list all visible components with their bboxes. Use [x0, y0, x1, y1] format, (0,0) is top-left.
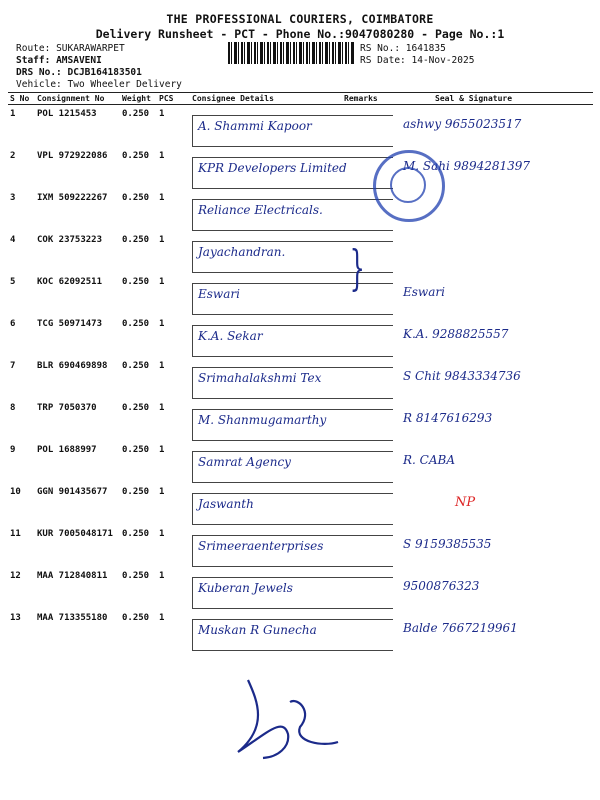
row-consignment-no: KUR 7005048171: [37, 529, 113, 539]
row-consignee: [190, 441, 395, 483]
rs-date-value: 14-Nov-2025: [411, 55, 475, 66]
row-signature: [395, 567, 593, 609]
staff-value: AMSAVENI: [56, 55, 102, 66]
row-consignee: [190, 567, 395, 609]
row-pcs: 1: [159, 613, 165, 623]
row-sno: 10: [10, 487, 21, 497]
barcode: [228, 42, 354, 64]
row-weight: 0.250: [122, 361, 150, 371]
runsheet-table: [8, 92, 593, 651]
row-signature: [395, 525, 593, 567]
consignee-handwriting: KPR Developers Limited: [198, 161, 347, 175]
row-sno: 13: [10, 613, 21, 623]
row-sno: 11: [10, 529, 21, 539]
row-pcs: 1: [159, 109, 165, 119]
row-consignee: [190, 609, 395, 651]
row-signature: [395, 441, 593, 483]
col-header-weight: Weight: [120, 93, 157, 105]
rs-date-line: [360, 55, 474, 67]
handwritten-brace: }: [349, 240, 365, 296]
consignee-handwriting: Samrat Agency: [198, 455, 291, 469]
consignee-handwriting: Muskan R Gunecha: [198, 623, 317, 637]
row-signature: [395, 357, 593, 399]
row-consignee: [190, 315, 395, 357]
row-consignment-no: BLR 690469898: [37, 361, 108, 371]
row-weight: 0.250: [122, 235, 150, 245]
signature-handwriting: Eswari: [403, 285, 445, 299]
table-row: [8, 441, 593, 483]
route-line: [16, 43, 125, 55]
signature-handwriting: 9500876323: [403, 579, 480, 593]
row-consignee: [190, 357, 395, 399]
row-consignment-no: VPL 972922086: [37, 151, 108, 161]
row-consignment-no: TRP 7050370: [37, 403, 97, 413]
staff-signature: [228, 672, 348, 762]
row-sno: 9: [10, 445, 16, 455]
row-sno: 7: [10, 361, 16, 371]
col-header-remarks: Remarks: [342, 93, 395, 105]
row-weight: 0.250: [122, 319, 150, 329]
row-consignment-no: POL 1688997: [37, 445, 97, 455]
row-pcs: 1: [159, 487, 165, 497]
row-weight: 0.250: [122, 445, 150, 455]
table-row: [8, 147, 593, 189]
row-weight: 0.250: [122, 403, 150, 413]
vehicle-line: [16, 79, 182, 91]
table-row: [8, 189, 593, 231]
row-pcs: 1: [159, 445, 165, 455]
consignee-handwriting: Reliance Electricals.: [198, 203, 323, 217]
row-pcs: 1: [159, 277, 165, 287]
row-pcs: 1: [159, 151, 165, 161]
row-consignee: [190, 483, 395, 525]
row-sno: 8: [10, 403, 16, 413]
consignee-handwriting: A. Shammi Kapoor: [198, 119, 312, 133]
row-pcs: 1: [159, 193, 165, 203]
table-row: [8, 231, 593, 273]
document-title: THE PROFESSIONAL COURIERS, COIMBATORE: [166, 12, 434, 26]
table-row: [8, 399, 593, 441]
col-header-consignee: Consignee Details: [190, 93, 342, 105]
staff-label: Staff:: [16, 55, 51, 66]
vehicle-label: Vehicle:: [16, 79, 62, 90]
rs-no-line: [360, 43, 446, 55]
consignee-handwriting: M. Shanmugamarthy: [198, 413, 327, 427]
row-sno: 5: [10, 277, 16, 287]
row-sno: 1: [10, 109, 16, 119]
np-remark: NP: [455, 495, 476, 510]
row-consignment-no: TCG 50971473: [37, 319, 103, 329]
row-pcs: 1: [159, 319, 165, 329]
consignee-handwriting: Srimahalakshmi Tex: [198, 371, 322, 385]
row-pcs: 1: [159, 529, 165, 539]
table-row: [8, 105, 593, 148]
col-header-sno: S No: [8, 93, 35, 105]
row-consignment-no: MAA 713355180: [37, 613, 108, 623]
courier-seal-stamp: [373, 150, 445, 222]
row-pcs: 1: [159, 571, 165, 581]
table-row: [8, 567, 593, 609]
table-row: [8, 483, 593, 525]
row-consignment-no: GGN 901435677: [37, 487, 108, 497]
row-pcs: 1: [159, 403, 165, 413]
signature-handwriting: S Chit 9843334736: [403, 369, 521, 383]
table-row: [8, 357, 593, 399]
row-sno: 3: [10, 193, 16, 203]
row-consignment-no: MAA 712840811: [37, 571, 108, 581]
row-weight: 0.250: [122, 487, 150, 497]
staff-line: [16, 55, 102, 67]
vehicle-value: Two Wheeler Delivery: [67, 79, 182, 90]
route-label: Route:: [16, 43, 51, 54]
signature-handwriting: R. CABA: [403, 453, 455, 467]
row-consignment-no: IXM 509222267: [37, 193, 108, 203]
drs-label: DRS No.:: [16, 67, 62, 78]
row-weight: 0.250: [122, 193, 150, 203]
row-weight: 0.250: [122, 529, 150, 539]
table-header-row: [8, 93, 593, 105]
consignee-handwriting: Eswari: [198, 287, 240, 301]
table-row: [8, 525, 593, 567]
row-signature: [395, 105, 593, 148]
consignee-handwriting: Jayachandran.: [198, 245, 286, 259]
row-weight: 0.250: [122, 613, 150, 623]
row-signature: [395, 609, 593, 651]
row-weight: 0.250: [122, 151, 150, 161]
row-consignment-no: KOC 62092511: [37, 277, 103, 287]
row-pcs: 1: [159, 361, 165, 371]
signature-handwriting: R 8147616293: [403, 411, 493, 425]
row-consignee: [190, 189, 395, 231]
row-sno: 6: [10, 319, 16, 329]
table-row: [8, 315, 593, 357]
row-signature: [395, 399, 593, 441]
row-pcs: 1: [159, 235, 165, 245]
row-weight: 0.250: [122, 277, 150, 287]
document-subtitle: Delivery Runsheet - PCT - Phone No.:9047080280 - Page No.:1: [95, 27, 505, 41]
row-signature: [395, 483, 593, 525]
route-value: SUKARAWARPET: [56, 43, 125, 54]
row-consignee: [190, 525, 395, 567]
drs-line: [16, 67, 142, 79]
row-sno: 2: [10, 151, 16, 161]
consignee-handwriting: K.A. Sekar: [198, 329, 263, 343]
consignee-handwriting: Kuberan Jewels: [198, 581, 293, 595]
row-consignment-no: POL 1215453: [37, 109, 97, 119]
signature-handwriting: S 9159385535: [403, 537, 492, 551]
signature-handwriting: M. Sahi 9894281397: [403, 159, 531, 173]
row-consignee: [190, 147, 395, 189]
col-header-pcs: PCS: [157, 93, 190, 105]
drs-value: DCJB164183501: [67, 67, 142, 78]
table-body: [8, 105, 593, 652]
row-consignee: [190, 399, 395, 441]
table-row: [8, 609, 593, 651]
row-sno: 4: [10, 235, 16, 245]
consignee-handwriting: Jaswanth: [198, 497, 254, 511]
consignee-handwriting: Srimeeraenterprises: [198, 539, 324, 553]
row-sno: 12: [10, 571, 21, 581]
table-row: [8, 273, 593, 315]
rs-date-label: RS Date:: [360, 55, 406, 66]
col-header-consignment: Consignment No: [35, 93, 120, 105]
row-weight: 0.250: [122, 571, 150, 581]
row-signature: [395, 273, 593, 315]
row-consignee: [190, 105, 395, 148]
rs-no-value: 1641835: [405, 43, 446, 54]
signature-handwriting: Balde 7667219961: [403, 621, 518, 635]
row-signature: [395, 315, 593, 357]
row-weight: 0.250: [122, 109, 150, 119]
signature-handwriting: K.A. 9288825557: [403, 327, 509, 341]
rs-no-label: RS No.:: [360, 43, 401, 54]
row-consignment-no: COK 23753223: [37, 235, 103, 245]
row-signature: [395, 231, 593, 273]
col-header-sign: Seal & Signature: [395, 93, 593, 105]
signature-handwriting: ashwy 9655023517: [403, 117, 522, 131]
